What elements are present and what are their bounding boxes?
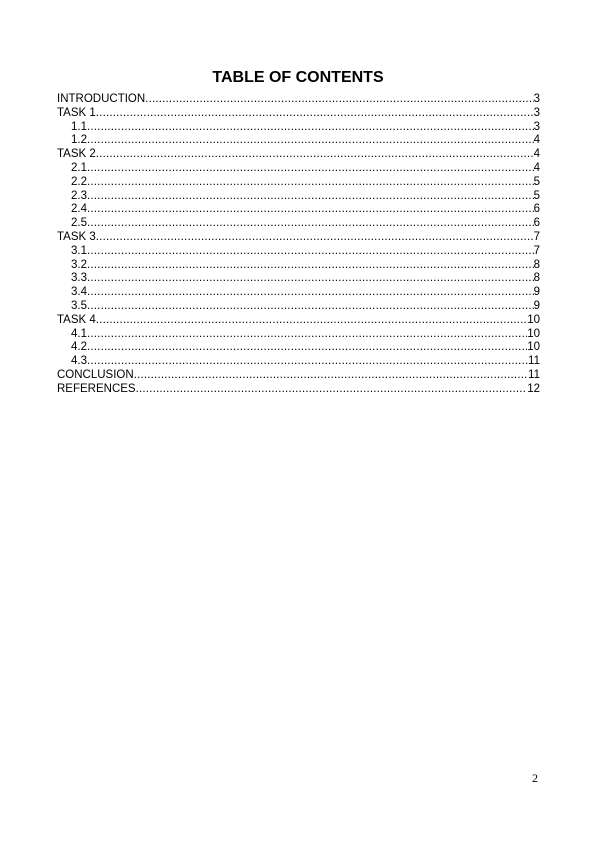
toc-entry[interactable] (57, 341, 540, 355)
toc-dot-leader (87, 286, 534, 300)
toc-entry[interactable] (57, 162, 540, 176)
toc-entry[interactable] (57, 203, 540, 217)
toc-entry-label: 1.2 (71, 134, 87, 147)
toc-entry-page: 4 (533, 148, 540, 161)
toc-entry-label: 4.3 (71, 355, 87, 368)
toc-dot-leader (87, 190, 534, 204)
toc-entry-label: 3.2 (71, 258, 87, 271)
toc-entry-page: 3 (533, 106, 540, 119)
toc-entry-label: TASK 1 (57, 106, 96, 119)
toc-entry-page: 3 (533, 120, 540, 133)
toc-entry-page: 9 (533, 299, 540, 312)
toc-entry-page: 3 (533, 93, 540, 105)
toc-dot-leader (87, 300, 534, 314)
toc-entry-label: 2.3 (71, 189, 87, 202)
toc-entry[interactable] (57, 245, 540, 259)
toc-dot-leader (87, 328, 527, 342)
toc-entry-page: 11 (528, 368, 540, 381)
toc-dot-leader (134, 369, 528, 383)
toc-dot-leader (87, 355, 528, 369)
toc-title: TABLE OF CONTENTS (212, 69, 384, 86)
toc-entry-page: 9 (533, 286, 540, 299)
toc-entry-page: 10 (527, 313, 540, 326)
toc-entry-label: 2.5 (71, 217, 87, 230)
toc-entry[interactable] (57, 272, 540, 286)
toc-entry-label: INTRODUCTION (57, 93, 146, 105)
toc-entry[interactable] (57, 369, 540, 383)
toc-entry[interactable] (57, 217, 540, 231)
toc-entry-label: 4.2 (71, 341, 87, 354)
toc-dot-leader (96, 231, 534, 245)
toc-entry[interactable] (57, 286, 540, 300)
toc-entry-label: TASK 3 (57, 230, 96, 243)
toc-entry-label: 1.1 (71, 120, 87, 133)
toc-dot-leader (136, 383, 528, 397)
toc-entry-page: 12 (527, 382, 540, 395)
toc-entry-label: TASK 4 (57, 313, 96, 326)
toc-entry-label: REFERENCES (57, 382, 136, 395)
toc-dot-leader (87, 134, 534, 148)
toc-entry[interactable] (57, 176, 540, 190)
toc-entry-label: 3.4 (71, 286, 87, 299)
toc-entry-label: 3.3 (71, 272, 87, 285)
toc-dot-leader (87, 341, 527, 355)
toc-dot-leader (145, 93, 533, 107)
toc-list (57, 93, 540, 397)
toc-entry-page: 11 (528, 355, 540, 368)
toc-entry[interactable] (57, 134, 540, 148)
toc-entry[interactable] (57, 148, 540, 162)
toc-entry[interactable] (57, 107, 540, 121)
toc-entry[interactable] (57, 300, 540, 314)
toc-entry-page: 5 (533, 175, 540, 188)
toc-dot-leader (87, 217, 534, 231)
toc-entry[interactable] (57, 231, 540, 245)
toc-entry-label: 3.1 (71, 244, 87, 257)
toc-entry[interactable] (57, 355, 540, 369)
toc-dot-leader (96, 107, 534, 121)
toc-entry-page: 10 (527, 327, 540, 340)
toc-entry-label: 4.1 (71, 327, 87, 340)
toc-entry[interactable] (57, 328, 540, 342)
page-number: 2 (532, 771, 538, 785)
toc-dot-leader (96, 314, 527, 328)
toc-entry-label: CONCLUSION (57, 368, 134, 381)
toc-entry[interactable] (57, 93, 540, 107)
toc-entry-page: 5 (533, 189, 540, 202)
toc-entry-page: 4 (533, 134, 540, 147)
toc-dot-leader (87, 259, 534, 273)
toc-dot-leader (87, 121, 534, 135)
toc-entry[interactable] (57, 121, 540, 135)
toc-entry-page: 8 (533, 272, 540, 285)
toc-entry-page: 4 (533, 161, 540, 174)
toc-entry-label: 2.2 (71, 175, 87, 188)
toc-dot-leader (87, 162, 534, 176)
toc-entry[interactable] (57, 259, 540, 273)
toc-entry-page: 7 (533, 244, 540, 257)
toc-entry-page: 10 (527, 341, 540, 354)
toc-dot-leader (87, 203, 534, 217)
toc-entry-page: 6 (533, 203, 540, 216)
toc-entry-label: 2.4 (71, 203, 87, 216)
toc-dot-leader (87, 272, 534, 286)
toc-entry-page: 6 (533, 217, 540, 230)
toc-entry[interactable] (57, 383, 540, 397)
toc-entry-label: 3.5 (71, 299, 87, 312)
toc-entry[interactable] (57, 314, 540, 328)
toc-entry-page: 8 (533, 258, 540, 271)
toc-entry-label: TASK 2 (57, 148, 96, 161)
toc-dot-leader (87, 176, 534, 190)
toc-entry-page: 7 (533, 230, 540, 243)
toc-entry-label: 2.1 (71, 161, 87, 174)
toc-dot-leader (87, 245, 534, 259)
toc-dot-leader (96, 148, 534, 162)
toc-entry[interactable] (57, 190, 540, 204)
